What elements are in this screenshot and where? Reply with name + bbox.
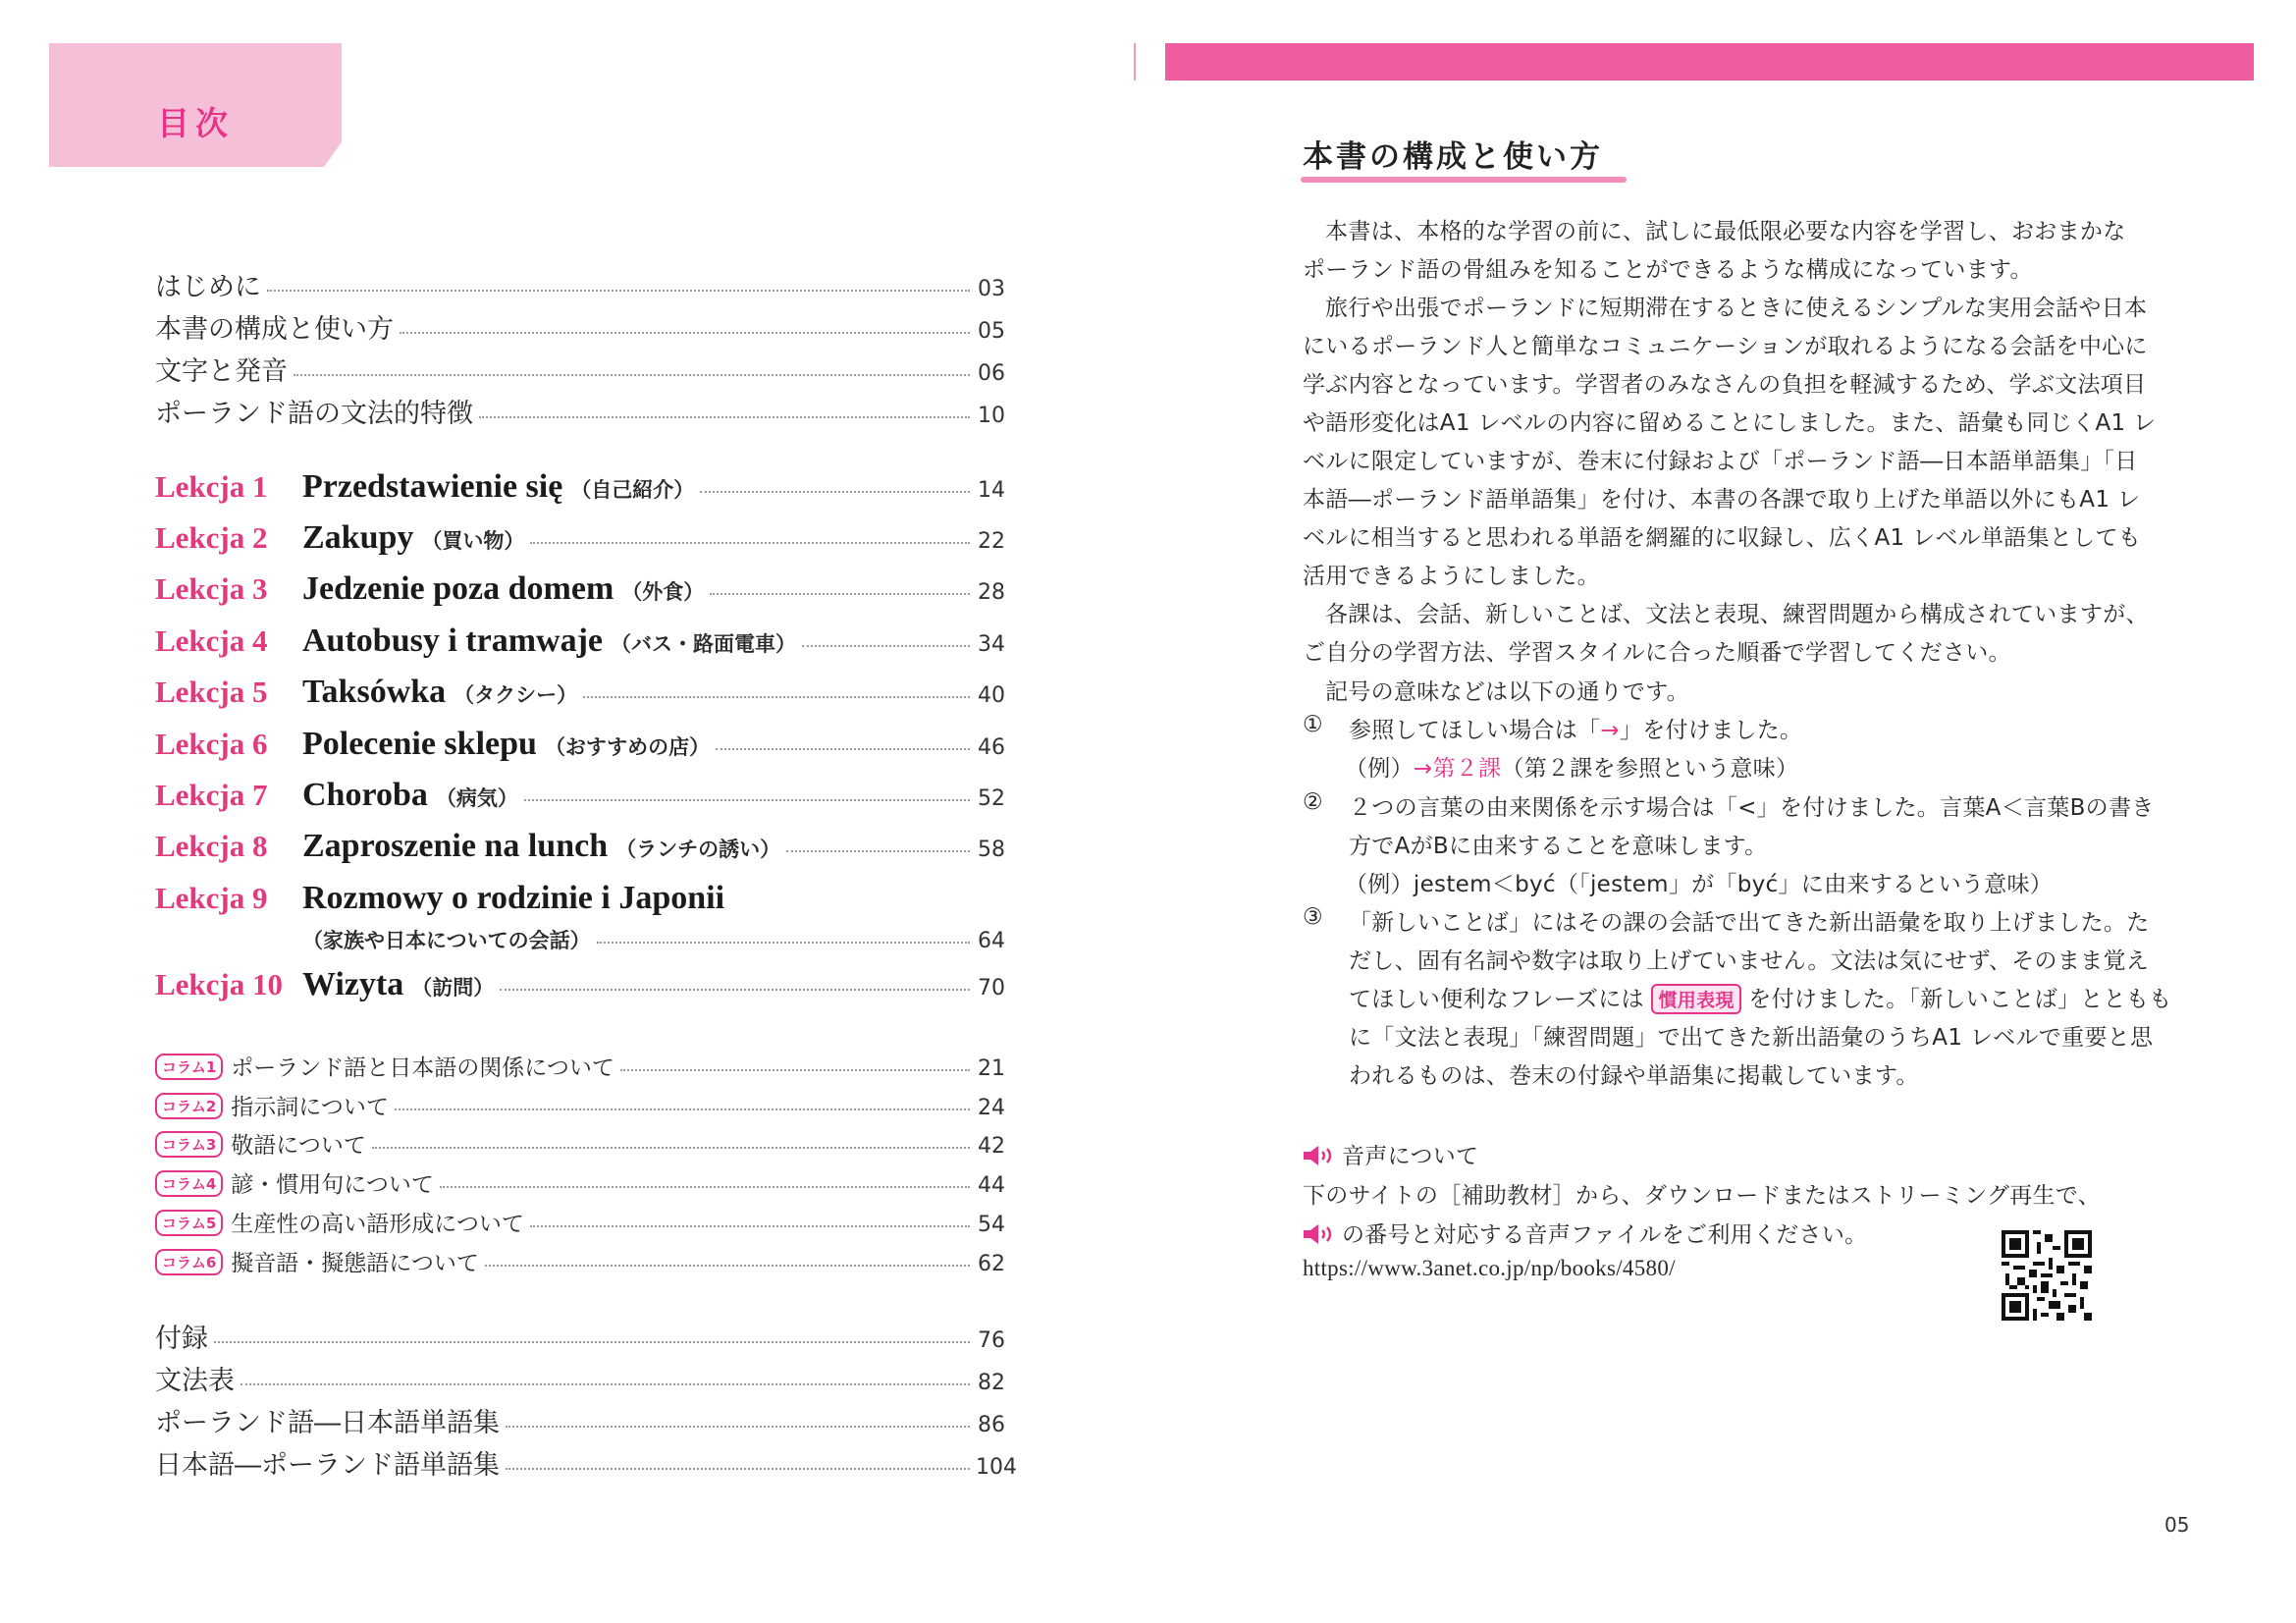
- toc-lesson-10[interactable]: [155, 966, 1005, 1003]
- body-text-line: ポーランド語の骨組みを知ることができるような構成になっています。: [1303, 257, 2033, 283]
- lesson-number: Lekcja 4: [155, 623, 268, 658]
- body-text-line: にいるポーランド人と簡単なコミュニケーションが取れるようになる会話を中心に: [1303, 334, 2148, 359]
- toc-column-3[interactable]: [155, 1127, 1005, 1161]
- toc-entry-page: 44: [978, 1173, 1005, 1198]
- body-text-line: われるものは、巻末の付録や単語集に掲載しています。: [1349, 1063, 1919, 1089]
- toc-entry-page: 76: [978, 1328, 1005, 1353]
- toc-entry-page: 104: [976, 1455, 1017, 1480]
- toc-column-6[interactable]: [155, 1245, 1005, 1278]
- toc-entry-page: 82: [978, 1371, 1005, 1395]
- lesson-number: Lekcja 7: [155, 778, 268, 812]
- toc-entry[interactable]: [155, 392, 1005, 430]
- item-text: の番号と対応する音声ファイルをご利用ください。: [1342, 1222, 1868, 1248]
- column-badge: コラム3: [155, 1131, 223, 1158]
- toc-entry-page: 28: [978, 580, 1005, 605]
- lesson-title-jp: （病気）: [435, 786, 518, 810]
- section-heading: 本書の構成と使い方: [1303, 139, 1603, 175]
- leader-dots: [506, 1468, 970, 1470]
- list-item-1-text: [1349, 712, 1802, 744]
- lesson-number: Lekcja 8: [155, 829, 268, 863]
- qr-code[interactable]: [2002, 1230, 2092, 1321]
- idiom-badge: 慣用表現: [1651, 984, 1740, 1014]
- body-text-line: 学ぶ内容となっています。学習者のみなさんの負担を軽減するため、学ぶ文法項目: [1303, 372, 2147, 398]
- list-marker-2: ②: [1303, 789, 1323, 815]
- toc-entry-page: 21: [978, 1056, 1005, 1081]
- toc-entry-page: 70: [978, 976, 1005, 1001]
- page-number: 05: [2164, 1513, 2190, 1537]
- column-badge: コラム5: [155, 1210, 223, 1236]
- leader-dots: [620, 1069, 970, 1071]
- toc-lesson-5[interactable]: [155, 674, 1005, 711]
- leader-dots: [786, 850, 970, 852]
- heading-underline: [1301, 177, 1627, 183]
- leader-dots: [214, 1341, 970, 1343]
- toc-column-1[interactable]: [155, 1050, 1005, 1083]
- toc-entry-title: ポーランド語の文法的特徴: [155, 399, 473, 429]
- column-title: 生産性の高い語形成について: [231, 1212, 524, 1237]
- gutter-line: [1134, 43, 1136, 81]
- leader-dots: [710, 593, 970, 595]
- column-title: 諺・慣用句について: [231, 1172, 434, 1198]
- toc-entry-page: 06: [978, 361, 1005, 386]
- column-title: 敬語について: [231, 1133, 366, 1159]
- lesson-title-jp: （バス・路面電車）: [610, 632, 796, 656]
- toc-entry-title: 本書の構成と使い方: [155, 314, 394, 345]
- toc-entry[interactable]: [155, 1401, 1005, 1439]
- leader-dots: [395, 1109, 970, 1110]
- lesson-reference: →第２課: [1413, 756, 1502, 782]
- toc-column-2[interactable]: [155, 1089, 1005, 1122]
- list-item-1-example: [1345, 750, 1798, 783]
- toc-entry-title: はじめに: [155, 272, 261, 302]
- body-text-line: 記号の意味などは以下の通りです。: [1325, 679, 1689, 705]
- lesson-number: Lekcja 9: [155, 881, 268, 915]
- leader-dots: [267, 290, 970, 292]
- lesson-title-jp: （おすすめの店）: [544, 735, 711, 759]
- leader-dots: [500, 989, 970, 991]
- column-title: ポーランド語と日本語の関係について: [231, 1055, 614, 1081]
- lesson-title-jp: （買い物）: [421, 529, 525, 553]
- body-text-line: 方でAがBに由来することを意味します。: [1349, 834, 1768, 859]
- body-text-line: だし、固有名詞や数字は取り上げていません。文法は気にせず、そのまま覚え: [1349, 948, 2150, 974]
- leader-dots: [506, 1426, 970, 1428]
- item-text: てほしい便利なフレーズには: [1349, 987, 1644, 1012]
- leader-dots: [485, 1265, 970, 1267]
- audio-heading: [1303, 1138, 1478, 1170]
- toc-entry-page: 40: [978, 683, 1005, 708]
- speaker-icon: [1303, 1223, 1338, 1245]
- toc-lesson-8[interactable]: [155, 828, 1005, 865]
- toc-entry-page: 86: [978, 1413, 1005, 1437]
- leader-dots: [479, 416, 970, 418]
- toc-entry-page: 54: [978, 1213, 1005, 1237]
- body-text-line: 下のサイトの［補助教材］から、ダウンロードまたはストリーミング再生で、: [1303, 1183, 2101, 1209]
- lesson-title: Jedzenie poza domem: [302, 570, 614, 607]
- body-text-line: 本書は、本格的な学習の前に、試しに最低限必要な内容を学習し、おおまかな: [1325, 219, 2126, 244]
- toc-entry-page: 34: [978, 632, 1005, 657]
- item-text: を付けました。「新しいことば」とともも: [1748, 987, 2172, 1012]
- body-text-line: 旅行や出張でポーランドに短期滞在するときに使えるシンプルな実用会話や日本: [1325, 296, 2148, 321]
- toc-entry-page: 42: [978, 1134, 1005, 1159]
- toc-entry[interactable]: [155, 1317, 1005, 1355]
- leader-dots: [530, 1225, 970, 1227]
- toc-entry-title: 文字と発音: [155, 356, 288, 387]
- arrow-symbol: →: [1600, 718, 1620, 743]
- audio-url-link[interactable]: https://www.3anet.co.jp/np/books/4580/: [1303, 1256, 1676, 1280]
- toc-entry-page: 24: [978, 1096, 1005, 1120]
- toc-lesson-9-subtitle[interactable]: [302, 925, 1005, 954]
- toc-entry-page: 05: [978, 319, 1005, 344]
- toc-column-4[interactable]: [155, 1166, 1005, 1200]
- audio-title: 音声について: [1342, 1144, 1479, 1169]
- lesson-number: Lekcja 6: [155, 727, 268, 761]
- leader-dots: [530, 542, 970, 544]
- leader-dots: [597, 942, 970, 944]
- lesson-title-jp: （外食）: [621, 580, 705, 604]
- toc-entry-page: 14: [978, 478, 1005, 503]
- body-text-line: 活用できるようにしました。: [1303, 564, 1600, 589]
- lesson-title: Choroba: [302, 777, 428, 813]
- item-text: 参照してほしい場合は「: [1349, 718, 1601, 743]
- lesson-title-jp: （自己紹介）: [570, 478, 695, 502]
- column-badge: コラム1: [155, 1054, 223, 1080]
- column-badge: コラム4: [155, 1170, 223, 1197]
- body-text-line: 本語―ポーランド語単語集」を付け、本書の各課で取り上げた単語以外にもA1 レ: [1303, 487, 2141, 513]
- leader-dots: [716, 748, 970, 750]
- lesson-title: Polecenie sklepu: [302, 726, 537, 762]
- item-text: （例）: [1345, 756, 1414, 782]
- toc-column-5[interactable]: [155, 1206, 1005, 1239]
- lesson-title: Rozmowy o rodzinie i Japonii: [302, 880, 725, 916]
- leader-dots: [802, 645, 970, 647]
- leader-dots: [583, 696, 970, 698]
- body-text-line: ベルに限定していますが、巻末に付録および「ポーランド語―日本語単語集」「日: [1303, 449, 2138, 474]
- body-text-line: に「文法と表現」「練習問題」で出てきた新出語彙のうちA1 レベルで重要と思: [1349, 1025, 2154, 1051]
- toc-lesson-4[interactable]: [155, 622, 1005, 660]
- toc-entry-title: 日本語―ポーランド語単語集: [155, 1450, 500, 1481]
- lesson-number: Lekcja 1: [155, 469, 268, 504]
- toc-entry-page: 10: [978, 404, 1005, 428]
- speaker-icon: [1303, 1145, 1338, 1166]
- leader-dots: [400, 332, 970, 334]
- body-text-line: 「新しいことば」にはその課の会話で出てきた新出語彙を取り上げました。た: [1349, 910, 2150, 936]
- lesson-title-jp: （訪問）: [411, 976, 495, 1000]
- column-title: 擬音語・擬態語について: [231, 1251, 479, 1276]
- lesson-number: Lekcja 10: [155, 967, 284, 1001]
- item-text: （第２課を参照という意味）: [1501, 756, 1799, 782]
- toc-entry[interactable]: [155, 265, 1005, 303]
- header-band: [1165, 43, 2254, 81]
- lesson-number: Lekcja 3: [155, 571, 268, 606]
- list-marker-3: ③: [1303, 904, 1323, 930]
- toc-entry-page: 46: [978, 735, 1005, 760]
- lesson-title: Zakupy: [302, 519, 414, 556]
- toc-lesson-2[interactable]: [155, 519, 1005, 557]
- toc-entry[interactable]: [155, 307, 1005, 346]
- toc-entry-title: 文法表: [155, 1366, 235, 1396]
- toc-entry[interactable]: [155, 1443, 1017, 1482]
- body-text-line: や語形変化はA1 レベルの内容に留めることにしました。また、語彙も同じくA1 レ: [1303, 410, 2157, 436]
- lesson-title: Wizyta: [302, 966, 404, 1002]
- toc-entry-page: 58: [978, 838, 1005, 862]
- lesson-title: Taksówka: [302, 674, 447, 710]
- toc-entry-page: 62: [978, 1252, 1005, 1276]
- leader-dots: [524, 799, 970, 801]
- column-badge: コラム2: [155, 1093, 223, 1119]
- body-text-line: ベルに相当すると思われる単語を網羅的に収録し、広くA1 レベル単語集としても: [1303, 525, 2142, 551]
- column-title: 指示詞について: [231, 1095, 389, 1120]
- leader-dots: [294, 374, 970, 376]
- lesson-number: Lekcja 2: [155, 520, 268, 555]
- body-text-line: ２つの言葉の由来関係を示す場合は「<」を付けました。言葉A＜言葉Bの書き: [1349, 795, 2155, 821]
- toc-lesson-9[interactable]: [155, 880, 1005, 917]
- toc-lesson-3[interactable]: [155, 570, 1005, 608]
- toc-entry-page: 52: [978, 786, 1005, 811]
- lesson-title-jp: （ランチの誘い）: [615, 838, 781, 861]
- lesson-number: Lekcja 5: [155, 675, 268, 709]
- toc-entry-page: 64: [978, 929, 1005, 953]
- lesson-title: Autobusy i tramwaje: [302, 622, 603, 659]
- toc-entry[interactable]: [155, 1359, 1005, 1397]
- list-item-3-line3: [1349, 981, 2172, 1014]
- list-item-2-example: （例）jestem＜być（「jestem」が「być」に由来するという意味）: [1345, 872, 2054, 897]
- item-text: 」を付けました。: [1619, 718, 1803, 743]
- audio-line-2: [1303, 1217, 1867, 1249]
- lesson-title-jp: （家族や日本についての会話）: [302, 929, 591, 952]
- column-badge: コラム6: [155, 1249, 223, 1275]
- lesson-title: Przedstawienie się: [302, 468, 563, 505]
- toc-lesson-1[interactable]: [155, 468, 1005, 506]
- toc-title: 目次: [157, 104, 234, 142]
- toc-entry-title: ポーランド語―日本語単語集: [155, 1408, 500, 1438]
- toc-entry-title: 付録: [155, 1324, 208, 1354]
- toc-entry-page: 22: [978, 529, 1005, 554]
- leader-dots: [240, 1383, 970, 1385]
- body-text-line: ご自分の学習方法、学習スタイルに合った順番で学習してください。: [1303, 640, 2011, 666]
- list-marker-1: ①: [1303, 712, 1323, 737]
- leader-dots: [440, 1186, 970, 1188]
- lesson-title-jp: （タクシー）: [454, 683, 578, 707]
- toc-lesson-7[interactable]: [155, 777, 1005, 814]
- toc-lesson-6[interactable]: [155, 726, 1005, 763]
- leader-dots: [372, 1147, 970, 1149]
- lesson-title: Zaproszenie na lunch: [302, 828, 609, 864]
- toc-entry-page: 03: [978, 277, 1005, 301]
- body-text-line: 各課は、会話、新しいことば、文法と表現、練習問題から構成されていますが、: [1325, 602, 2149, 627]
- toc-entry[interactable]: [155, 350, 1005, 388]
- leader-dots: [700, 491, 970, 493]
